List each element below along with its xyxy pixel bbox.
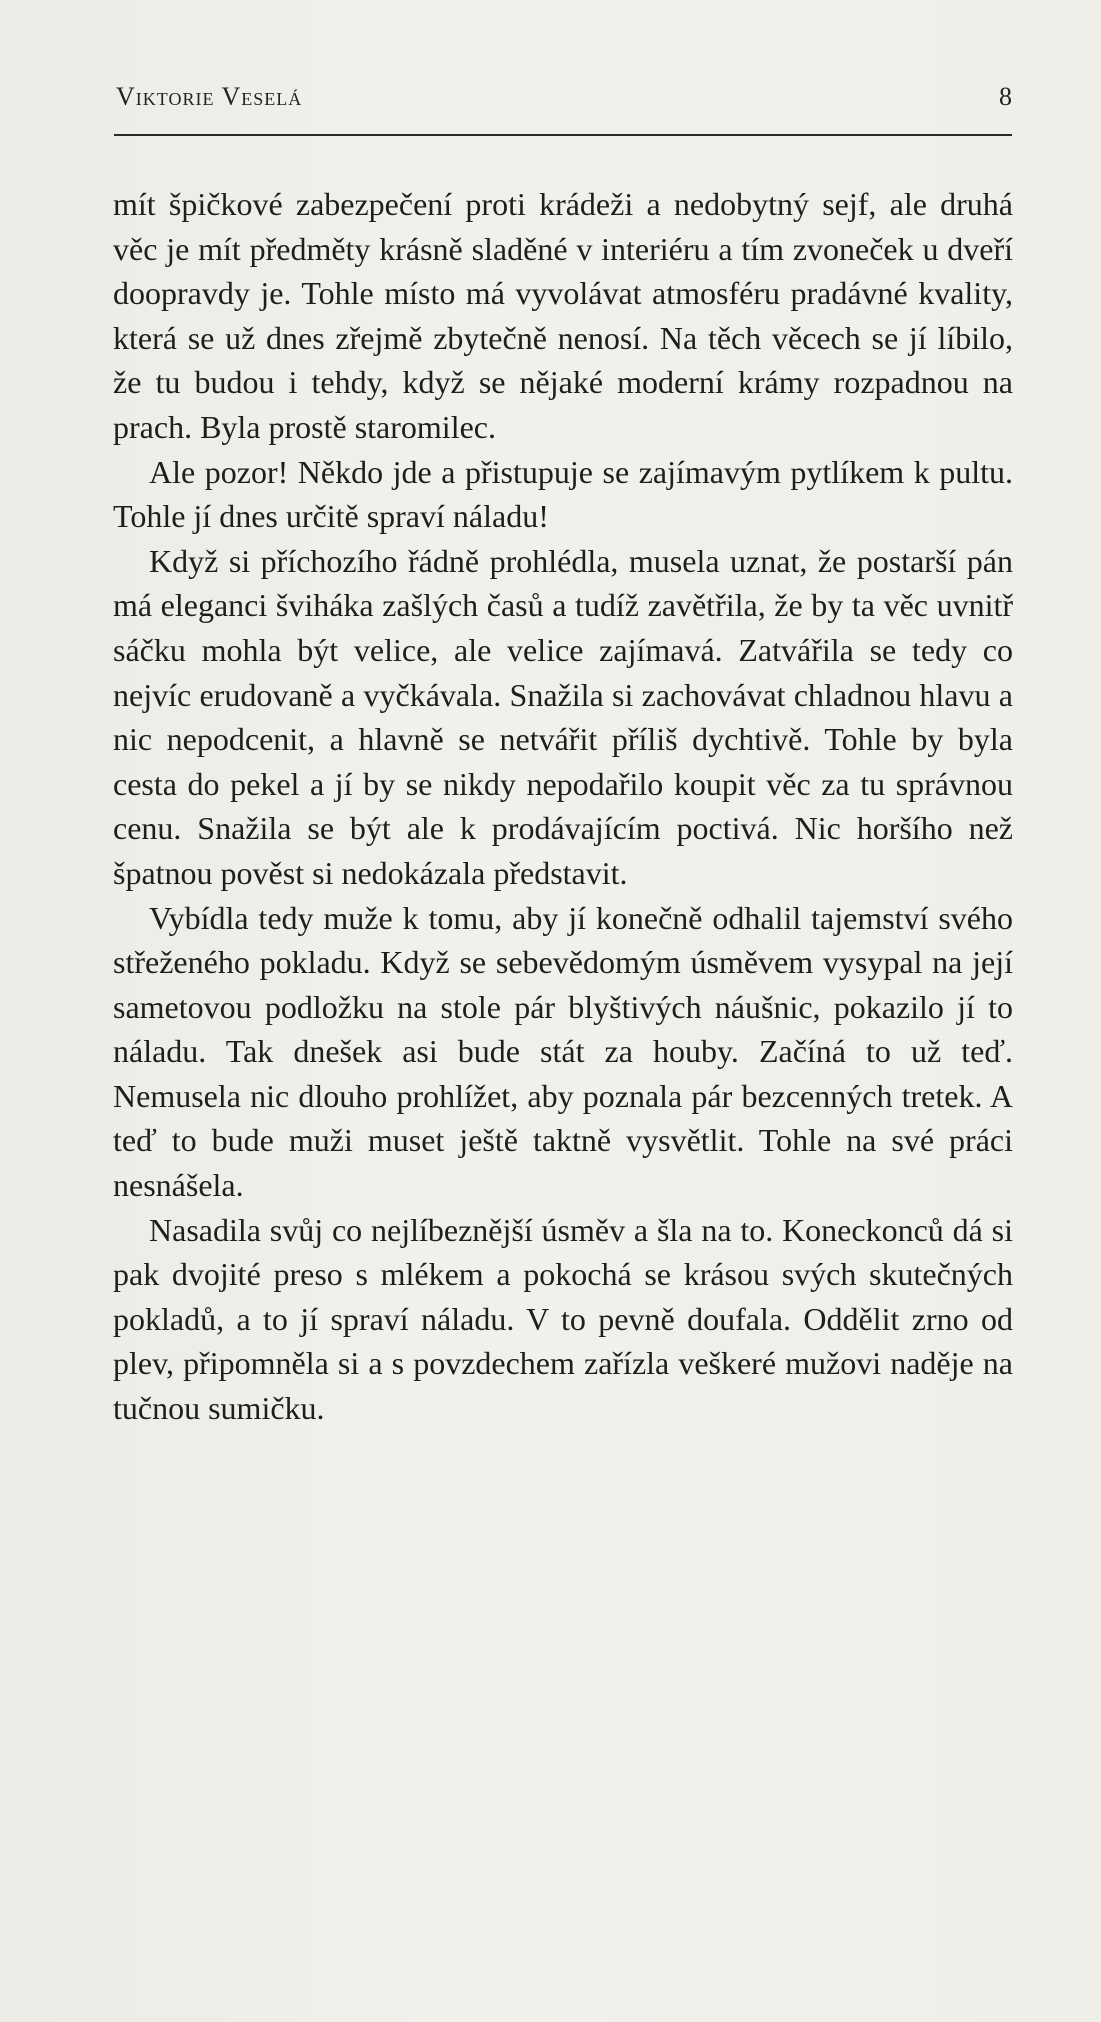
author-name: Viktorie Veselá bbox=[116, 82, 303, 111]
paragraph-5: Nasadila svůj co nejlíbeznější úsměv a šla na to. Koneckonců dá si pak dvojité preso s mlékem a pokochá se krásou svých skutečných pokladů, a to jí spraví náladu. V to pevně doufala. Oddělit zrno od plev, připomněla si a s povzdechem zařízla veškeré mužovi naděje na tučnou sumičku. bbox=[113, 1211, 1013, 1427]
paragraph-3: Když si příchozího řádně prohlédla, musela uznat, že postarší pán má eleganci šviháka zašlých časů a tudíž zavětřila, že by ta věc uvnitř sáčku mohla být velice, ale velice zajímavá. Zatvářila se tedy co nejvíc erudovaně a vyčkávala. Snažila si zachovávat chladnou hlavu a nic nepodcenit, a hlavně se netvářit příliš dychtivě. Tohle by byla cesta do pekel a jí by se nikdy nepodařilo koupit věc za tu správnou cenu. Snažila se být ale k prodávajícím poctivá. Nic horšího než špatnou pověst si nedokázala představit. bbox=[113, 542, 1013, 891]
header-rule bbox=[114, 134, 1012, 136]
running-head bbox=[116, 82, 1012, 122]
body-text bbox=[113, 182, 1013, 1431]
paragraph-2: Ale pozor! Někdo jde a přistupuje se zajímavým pytlíkem k pultu. Tohle jí dnes určitě spraví náladu! bbox=[113, 453, 1013, 535]
page-number: 8 bbox=[999, 82, 1012, 111]
paragraph-1: mít špičkové zabezpečení proti krádeži a nedobytný sejf, ale druhá věc je mít předměty krásně sladěné v interiéru a tím zvoneček u dveří doopravdy je. Tohle místo má vyvolávat atmosféru pradávné kvality, která se už dnes zřejmě zbytečně nenosí. Na těch věcech se jí líbilo, že tu budou i tehdy, když se nějaké moderní krámy rozpadnou na prach. Byla prostě staromilec. bbox=[113, 186, 1013, 445]
paragraph-4: Vybídla tedy muže k tomu, aby jí konečně odhalil tajemství svého střeženého pokladu. Když se sebevědomým úsměvem vysypal na její sametovou podložku na stole pár blyštivých náušnic, pokazilo jí to náladu. Tak dnešek asi bude stát za houby. Začíná to už teď. Nemusela nic dlouho prohlížet, aby poznala pár bezcenných tretek. A teď to bude muži muset ještě taktně vysvětlit. Tohle na své práci nesnášela. bbox=[113, 899, 1013, 1204]
